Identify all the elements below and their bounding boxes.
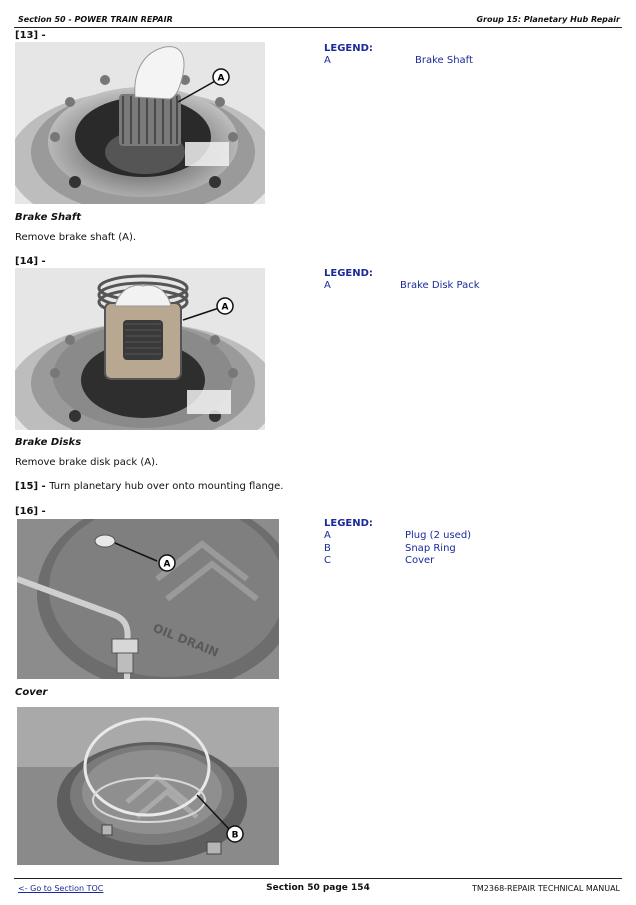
legend-row (324, 555, 435, 568)
brake-disks-instruction: Remove brake disk pack (A). (15, 457, 159, 468)
legend-value: Cover (405, 555, 435, 566)
brake-shaft-instruction: Remove brake shaft (A). (15, 232, 137, 243)
brake-disks-photo (15, 268, 265, 430)
cover-plug-photo (17, 519, 279, 679)
legend-row (324, 542, 456, 556)
step-15-text: Turn planetary hub over onto mounting flange. (49, 481, 284, 492)
group-title: Group 15: Planetary Hub Repair (476, 15, 620, 24)
brake-shaft-caption: Brake Shaft (15, 212, 82, 223)
step-15 (15, 481, 283, 492)
callout-a: A (217, 73, 225, 84)
legend-row (324, 530, 472, 543)
legend-value: Snap Ring (405, 542, 456, 554)
legend-16 (324, 518, 472, 568)
legend-row (324, 55, 473, 68)
step-16-label: [16] - (15, 506, 46, 517)
snap-ring-photo (17, 707, 279, 865)
legend-title: LEGEND: (324, 518, 373, 529)
section-title: Section 50 - POWER TRAIN REPAIR (18, 15, 173, 24)
legend-value: Brake Shaft (415, 55, 473, 66)
legend-value: Brake Disk Pack (400, 280, 480, 291)
brake-shaft-photo (15, 42, 265, 204)
step-15-label: [15] - (15, 481, 46, 492)
legend-key: A (324, 280, 331, 291)
page-number: Section 50 page 154 (266, 883, 370, 893)
legend-row (324, 280, 480, 293)
callout-b: B (231, 830, 239, 841)
callout-a: A (163, 559, 171, 570)
page-header (14, 10, 622, 28)
legend-key: C (324, 555, 331, 566)
brake-disks-caption: Brake Disks (15, 437, 82, 448)
legend-13 (324, 43, 473, 68)
step-14-label: [14] - (15, 256, 46, 267)
legend-value: Plug (2 used) (405, 530, 472, 541)
step-13-label: [13] - (15, 30, 46, 41)
page-footer (14, 878, 622, 895)
cover-caption: Cover (15, 687, 48, 698)
oil-drain-text: OIL DRAIN (150, 620, 221, 660)
section-toc-link[interactable]: <- Go to Section TOC (18, 884, 104, 893)
legend-key: A (324, 530, 331, 541)
legend-key: A (324, 55, 331, 66)
legend-14 (324, 268, 480, 293)
legend-title: LEGEND: (324, 43, 373, 54)
callout-a: A (221, 302, 229, 313)
legend-title: LEGEND: (324, 268, 373, 279)
legend-key: B (324, 542, 331, 554)
manual-title: TM2368-REPAIR TECHNICAL MANUAL (472, 884, 620, 893)
